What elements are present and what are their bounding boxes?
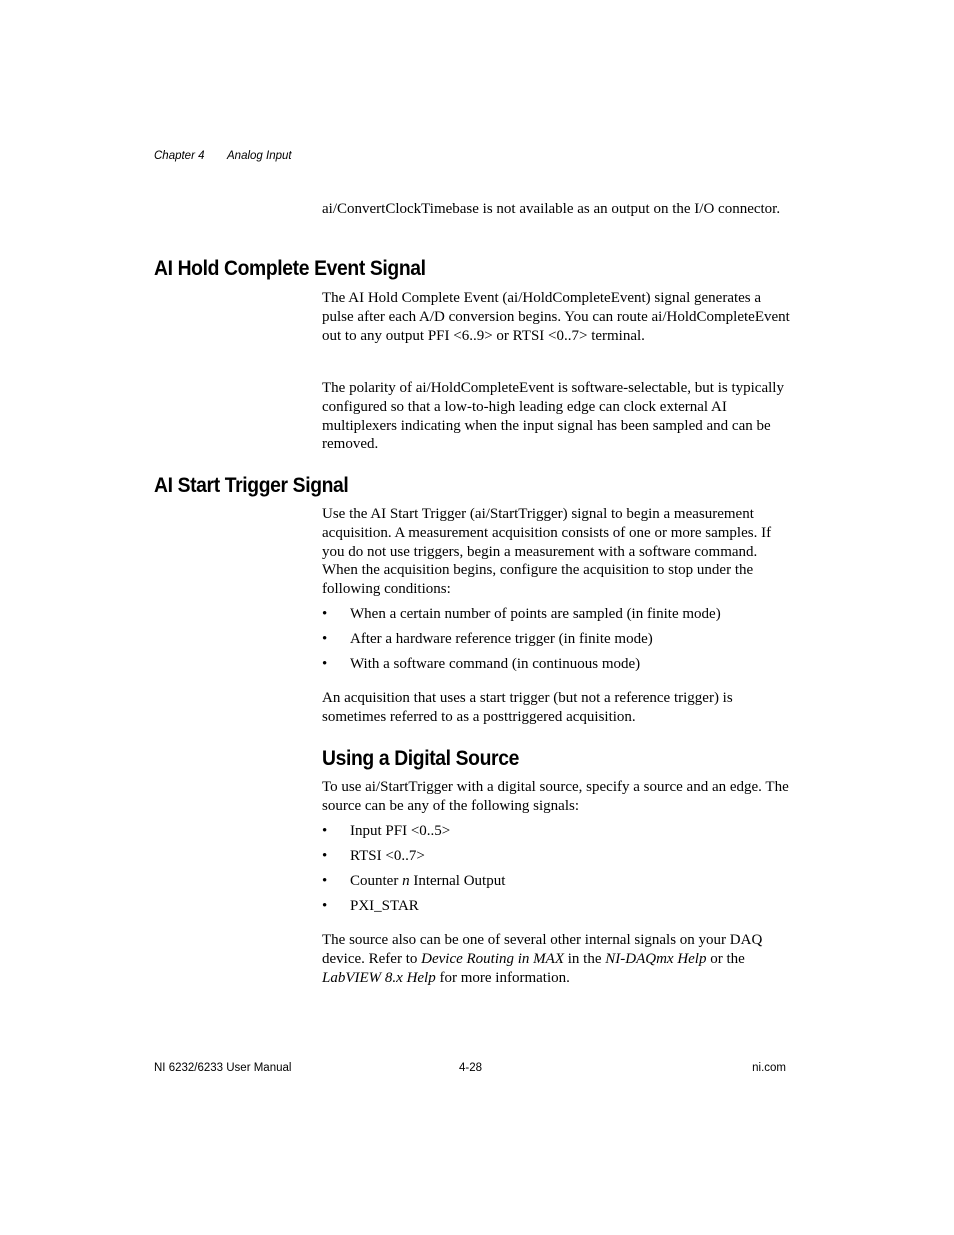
footer-page-number: 4-28 [459, 1062, 483, 1074]
list-item-text-italic: n [402, 873, 410, 889]
section-heading-hold-complete: AI Hold Complete Event Signal [154, 257, 426, 280]
intro-paragraph [322, 200, 792, 219]
list-item-text: With a software command (in continuous mode) [350, 656, 641, 672]
source-signals-list [322, 822, 792, 922]
subsection-paragraph-2 [322, 931, 792, 987]
list-item-text: Input PFI <0..5> [350, 823, 451, 839]
bullet-icon: • [322, 848, 328, 864]
list-item-text-prefix: Counter [350, 873, 403, 889]
subsection-paragraph-1 [322, 778, 792, 816]
list-item-text: When a certain number of points are sampled (in finite mode) [350, 606, 721, 622]
list-item-text: PXI_STAR [350, 898, 419, 914]
reference-daqmx-help: NI-DAQmx Help [605, 950, 707, 967]
text-run: for more information. [435, 969, 570, 986]
running-header-chapter: Chapter 4 [154, 150, 205, 162]
footer-manual-title: NI 6232/6233 User Manual [154, 1062, 292, 1074]
section1-paragraph-1 [322, 289, 792, 345]
bullet-icon: • [322, 898, 328, 914]
stop-conditions-list [322, 605, 792, 680]
section1-p1-text: The AI Hold Complete Event (ai/HoldCompleteEvent) signal generates a pulse after each A/D conversion begins. You can route ai/HoldCompleteEvent out to any output PFI <6..9> or RTSI <0..7> terminal. [322, 290, 790, 344]
text-run: The source also can be one of several other internal signals on your DAQ device. Refer to [322, 932, 763, 967]
list-item [322, 897, 792, 922]
bullet-icon: • [322, 631, 328, 647]
list-item [322, 655, 792, 680]
section1-paragraph-2 [322, 379, 792, 454]
subsection-heading-digital-source: Using a Digital Source [322, 747, 519, 770]
list-item [322, 872, 792, 897]
text-run: in the [564, 950, 606, 967]
list-item [322, 630, 792, 655]
running-header-section: Analog Input [227, 150, 292, 162]
reference-labview-help: LabVIEW 8.x Help [322, 969, 436, 986]
section2-paragraph-2 [322, 689, 792, 727]
list-item [322, 847, 792, 872]
list-item-text-suffix: Internal Output [409, 873, 506, 889]
subsection-p1-text: To use ai/StartTrigger with a digital source, specify a source and an edge. The source can be any of the following signals: [322, 779, 789, 814]
bullet-icon: • [322, 606, 328, 622]
intro-text: ai/ConvertClockTimebase is not available as an output on the I/O connector. [322, 201, 781, 217]
section2-paragraph-1 [322, 505, 792, 599]
section-heading-start-trigger: AI Start Trigger Signal [154, 474, 349, 497]
reference-device-routing: Device Routing in MAX [421, 950, 564, 967]
bullet-icon: • [322, 823, 328, 839]
bullet-icon: • [322, 656, 328, 672]
list-item [322, 822, 792, 847]
bullet-icon: • [322, 873, 328, 889]
section2-p1-text: Use the AI Start Trigger (ai/StartTrigger) signal to begin a measurement acquisition. A measurement acquisition consists of one or more samples. If you do not use triggers, begin a measurement with a software command. When the acquisition begins, configure the acquisition to stop under the following conditions: [322, 506, 772, 598]
section1-p2-text: The polarity of ai/HoldCompleteEvent is software-selectable, but is typically configured so that a low-to-high leading edge can clock external AI multiplexers indicating when the input signal has been sampled and can be removed. [322, 380, 784, 453]
list-item-text: RTSI <0..7> [350, 848, 425, 864]
list-item [322, 605, 792, 630]
subsection-p2-text [322, 931, 792, 987]
footer-website: ni.com [752, 1062, 786, 1074]
list-item-text: After a hardware reference trigger (in finite mode) [350, 631, 653, 647]
text-run: or the [706, 950, 745, 967]
section2-p2-text: An acquisition that uses a start trigger (but not a reference trigger) is sometimes referred to as a posttriggered acquisition. [322, 690, 733, 725]
